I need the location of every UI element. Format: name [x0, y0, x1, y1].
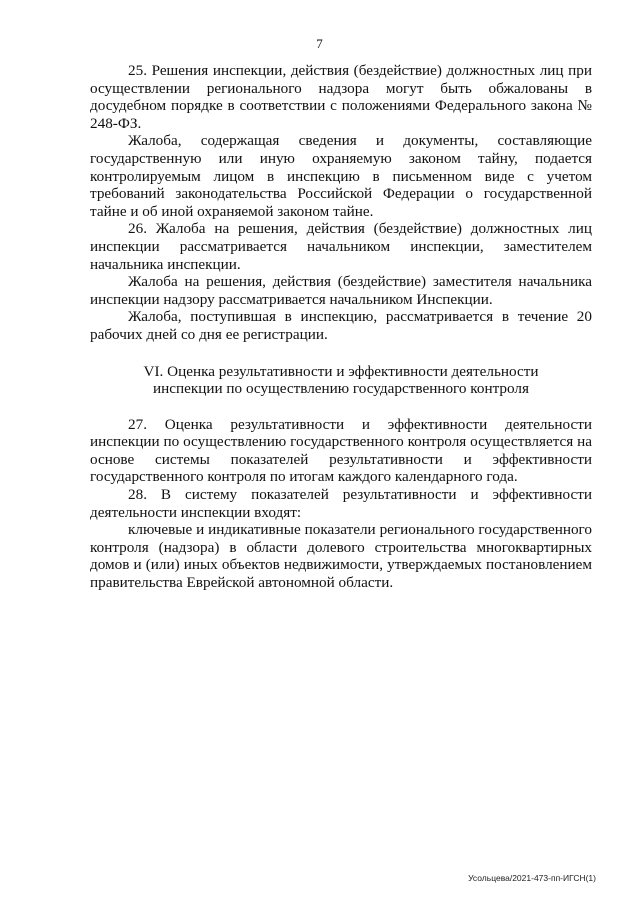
paragraph-27: 27. Оценка результативности и эффективности деятельности инспекции по осуществлению государственного контроля осуществляется на основе системы показателей результативности и эффективности государственного контроля по итогам каждого календарного года. — [90, 415, 592, 486]
paragraph-26: 26. Жалоба на решения, действия (бездействие) должностных лиц инспекции рассматривается начальником инспекции, заместителем начальника инспекции. — [90, 220, 592, 273]
paragraph-complaint-term: Жалоба, поступившая в инспекцию, рассматривается в течение 20 рабочих дней со дня ее регистрации. — [90, 308, 592, 343]
section-heading — [90, 363, 592, 398]
paragraph-complaint-secret: Жалоба, содержащая сведения и документы, составляющие государственную или иную охраняемую законом тайну, подается контролируемым лицом в инспекцию в письменном виде с учетом требований законодательства Российской Федерации о государственной тайне и об иной охраняемой законом тайне. — [90, 132, 592, 220]
footer-document-code: Усольцева/2021-473-пп-ИГСН(1) — [468, 873, 596, 883]
page-number: 7 — [316, 36, 323, 51]
paragraph-complaint-deputy: Жалоба на решения, действия (бездействие) заместителя начальника инспекции надзору рассматривается начальником Инспекции. — [90, 273, 592, 308]
paragraph-28: 28. В систему показателей результативности и эффективности деятельности инспекции входят: — [90, 486, 592, 521]
section-heading-line-2: инспекции по осуществлению государственного контроля — [153, 380, 529, 398]
paragraph-key-indicators: ключевые и индикативные показатели регионального государственного контроля (надзора) в области долевого строительства многоквартирных домов и (или) иных объектов недвижимости, утверждаемых постановлением правительства Еврейской автономной области. — [90, 521, 592, 592]
document-body — [90, 62, 592, 592]
section-heading-line-1: VI. Оценка результативности и эффективности деятельности — [143, 362, 539, 380]
paragraph-25: 25. Решения инспекции, действия (бездействие) должностных лиц при осуществлении регионального надзора могут быть обжалованы в досудебном порядке в соответствии с положениями Федерального закона № 248-ФЗ. — [90, 62, 592, 132]
